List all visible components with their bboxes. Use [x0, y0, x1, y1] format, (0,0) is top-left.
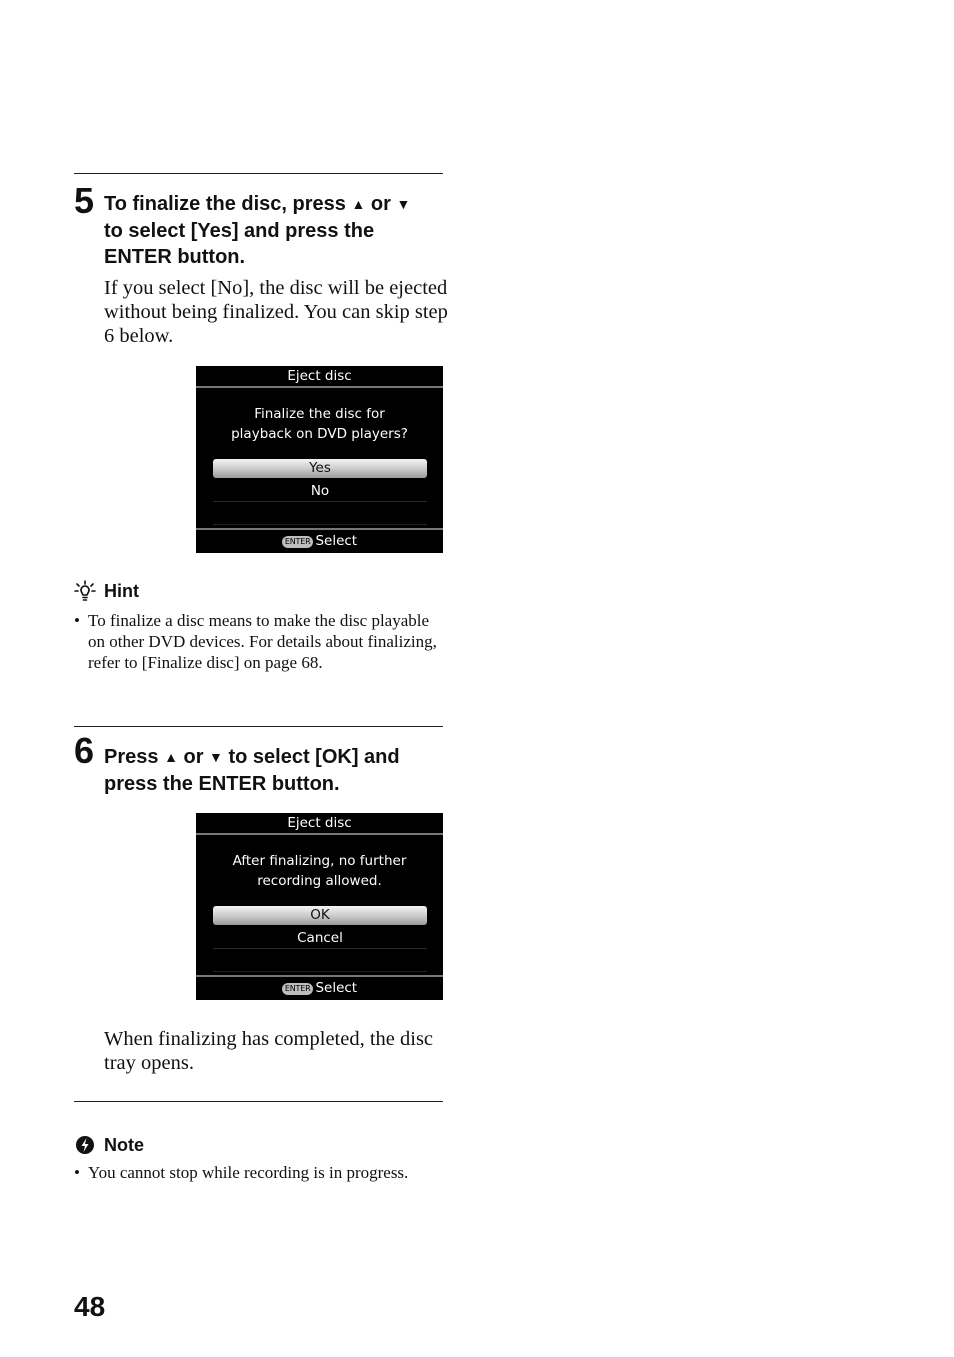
hint-text: To finalize a disc means to make the disc playable on other DVD devices. For details about finalizing, refer to [Finalize disc] on page 68.: [88, 611, 437, 672]
empty-option-row: [213, 949, 427, 972]
step-5-heading-part-a: To finalize the disc, press: [104, 193, 352, 215]
hint-heading: [74, 580, 139, 602]
screen-title: Eject disc: [196, 366, 443, 388]
hint-bullet-item: [74, 610, 446, 673]
step-5-heading: [104, 191, 444, 271]
screen-footer: [196, 975, 443, 1000]
bullet-marker: •: [74, 1163, 80, 1182]
step-5-heading-part-b: to select [Yes] and press the ENTER button.: [104, 219, 375, 268]
step-6-body: When finalizing has completed, the disc tray opens.: [104, 1028, 434, 1074]
screen-footer: [196, 528, 443, 553]
down-arrow-icon: ▼: [396, 196, 411, 212]
step-6-heading-part-a: Press: [104, 746, 165, 768]
enter-button-icon: ENTER: [282, 536, 314, 548]
note-heading: [74, 1134, 144, 1156]
step-6-number: 6: [74, 730, 94, 771]
bullet-marker: •: [74, 611, 80, 630]
eject-disc-screen-confirm: [196, 813, 443, 1000]
step-5-body: If you select [No], the disc will be ejected without being finalized. You can skip step 6 below.: [104, 277, 448, 347]
footer-select-label: Select: [315, 980, 358, 996]
note-text: You cannot stop while recording is in progress.: [88, 1163, 409, 1182]
step-5-heading-or: or: [365, 193, 397, 215]
step-6-heading: [104, 744, 444, 797]
empty-option-row: [213, 502, 427, 525]
footer-select-label: Select: [315, 533, 358, 549]
screen-message: After finalizing, no further recording allowed.: [232, 853, 407, 889]
lightbulb-icon: [74, 580, 96, 602]
note-warning-icon: [74, 1134, 96, 1156]
step-5-divider: [74, 173, 443, 174]
step-5-number: 5: [74, 180, 94, 221]
option-cancel[interactable]: Cancel: [213, 929, 427, 949]
step-6-heading-or: or: [177, 746, 210, 768]
note-bullet-item: [74, 1162, 446, 1183]
up-arrow-icon: ▲: [351, 196, 366, 212]
step-6-heading-part-b: to select [OK] and press the ENTER button.: [104, 746, 400, 795]
option-no[interactable]: No: [213, 482, 427, 502]
note-label: Note: [104, 1135, 144, 1155]
note-divider: [74, 1101, 443, 1102]
hint-label: Hint: [104, 581, 139, 601]
page-number: 48: [74, 1291, 106, 1322]
up-arrow-icon: ▲: [164, 749, 178, 765]
option-yes-selected[interactable]: Yes: [213, 459, 427, 478]
screen-message: Finalize the disc for playback on DVD players?: [231, 406, 408, 442]
screen-title: Eject disc: [196, 813, 443, 835]
down-arrow-icon: ▼: [209, 749, 223, 765]
option-ok-selected[interactable]: OK: [213, 906, 427, 925]
enter-button-icon: ENTER: [282, 983, 314, 995]
step-6-divider: [74, 726, 443, 727]
eject-disc-screen-finalize: [196, 366, 443, 553]
